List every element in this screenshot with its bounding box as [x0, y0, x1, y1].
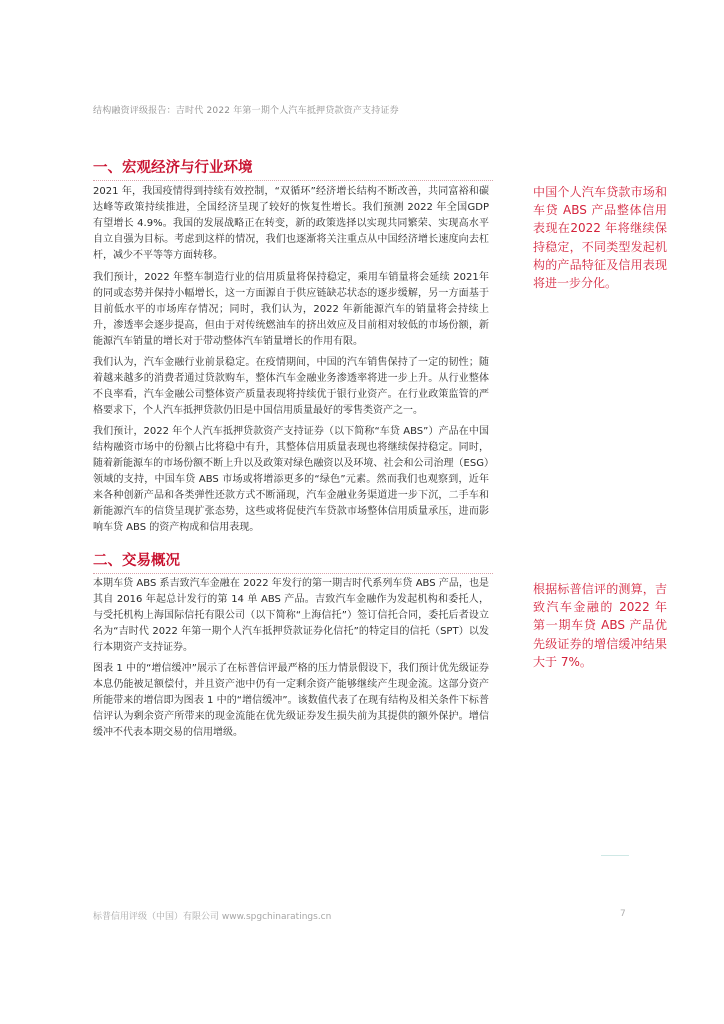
decorative-rule: [601, 855, 629, 856]
paragraph: 我们认为，汽车金融行业前景稳定。在疫情期间，中国的汽车销售保持了一定的韧性；随着越来越多的消费者通过贷款购车，整体汽车金融业务渗透率将进一步上升。从行业整体不良率看，汽车金融公司整体资产质量表现将持续优于银行业资产。在行业政策监管的严格要求下，个人汽车抵押贷款仍旧是中国信用质量最好的零售类资产之一。: [93, 357, 489, 416]
paragraph: 我们预计，2022 年整车制造行业的信用质量将保持稳定，乘用车销量将会延续 2021年的同或态势并保持小幅增长，这一方面源自于供应链缺芯状态的逐步缓解，另一方面基于目前低水平的市场库存情况；同时，我们认为，2022 年新能源汽车的销量将会持续上升，渗透率会逐步提高，但由于对传统燃油车的挤出效应及目前相对较低的市场份额，新能源汽车销量的增长对于带动整体汽车销量增长的作用有限。: [93, 272, 489, 347]
paragraph: 我们预计，2022 年个人汽车抵押贷款资产支持证券（以下简称“车贷 ABS”）产品在中国结构融资市场中的份额占比将稳中有升，其整体信用质量表现也将继续保持稳定。同时，随着新能源车的市场份额不断上升以及政策对绿色融资以及环境、社会和公司治理（ESG）领域的支持，中国车贷 ABS 市场或将增添更多的“绿色”元素。然而我们也观察到，近年来各种创新产品和各类弹性还款方式不断涌现，汽车金融业务渠道进一步下沉，二手车和新能源汽车的信贷呈现扩张态势，这些或将促使汽车贷款市场整体信用质量承压，进而影响车贷 ABS 的资产构成和信用表现。: [93, 426, 489, 533]
section-title-transaction-overview: 二、交易概况: [93, 549, 180, 570]
footer-company-line: 标普信用评级（中国）有限公司 www.spgchinaratings.cn: [93, 912, 332, 922]
section-title-macro-environment: 一、宏观经济与行业环境: [93, 156, 253, 177]
sidebar-highlight-note: 中国个人汽车贷款市场和车贷 ABS 产品整体信用表现在2022 年将继续保持稳定，不同类型发起机构的产品特征及信用表现将进一步分化。: [533, 185, 667, 291]
paragraph: 2021 年，我国疫情得到持续有效控制，“双循环”经济增长结构不断改善，共同富裕和碳达峰等政策持续推进，全国经济呈现了较好的恢复性增长。我们预测 2022 年全国GDP 有望增长 4.9%。我国的发展战略正在转变，新的政策选择以实现共同繁荣、实现高水平自立自强为目标。考虑到这样的情况，我们也逐渐将关注重点从中国经济增长速度向去杠杆，减少不平等等方面转移。: [93, 186, 489, 261]
paragraph: 图表 1 中的“增信缓冲”展示了在标普信评最严格的压力情景假设下，我们预计优先级证券本息仍能被足额偿付，并且资产池中仍有一定剩余资产能够继续产生现金流。这部分资产所能带来的增信即为图表 1 中的“增信缓冲”。该数值代表了在现有结构及相关条件下标普信评认为剩余资产所带来的现金流能在优先级证券发生损失前为其提供的额外保护。增信缓冲不代表本期交易的信用增级。: [93, 663, 489, 738]
running-header: 结构融资评级报告：吉时代 2022 年第一期个人汽车抵押贷款资产支持证券: [93, 106, 399, 116]
page-number: 7: [620, 909, 626, 919]
sidebar-highlight-note: 根据标普信评的测算，吉致汽车金融的 2022 年第一期车贷 ABS 产品优先级证券的增信缓冲结果大于 7%。: [533, 582, 667, 669]
paragraph: 本期车贷 ABS 系吉致汽车金融在 2022 年发行的第一期吉时代系列车贷 ABS 产品，也是其自 2016 年起总计发行的第 14 单 ABS 产品。吉致汽车金融作为发起机构和委托人，与受托机构上海国际信托有限公司（以下简称“上海信托”）签订信托合同，委托后者设立名为“吉时代 2022 年第一期个人汽车抵押贷款证券化信托”的特定目的信托（SPT）以发行本期资产支持证券。: [93, 578, 489, 653]
